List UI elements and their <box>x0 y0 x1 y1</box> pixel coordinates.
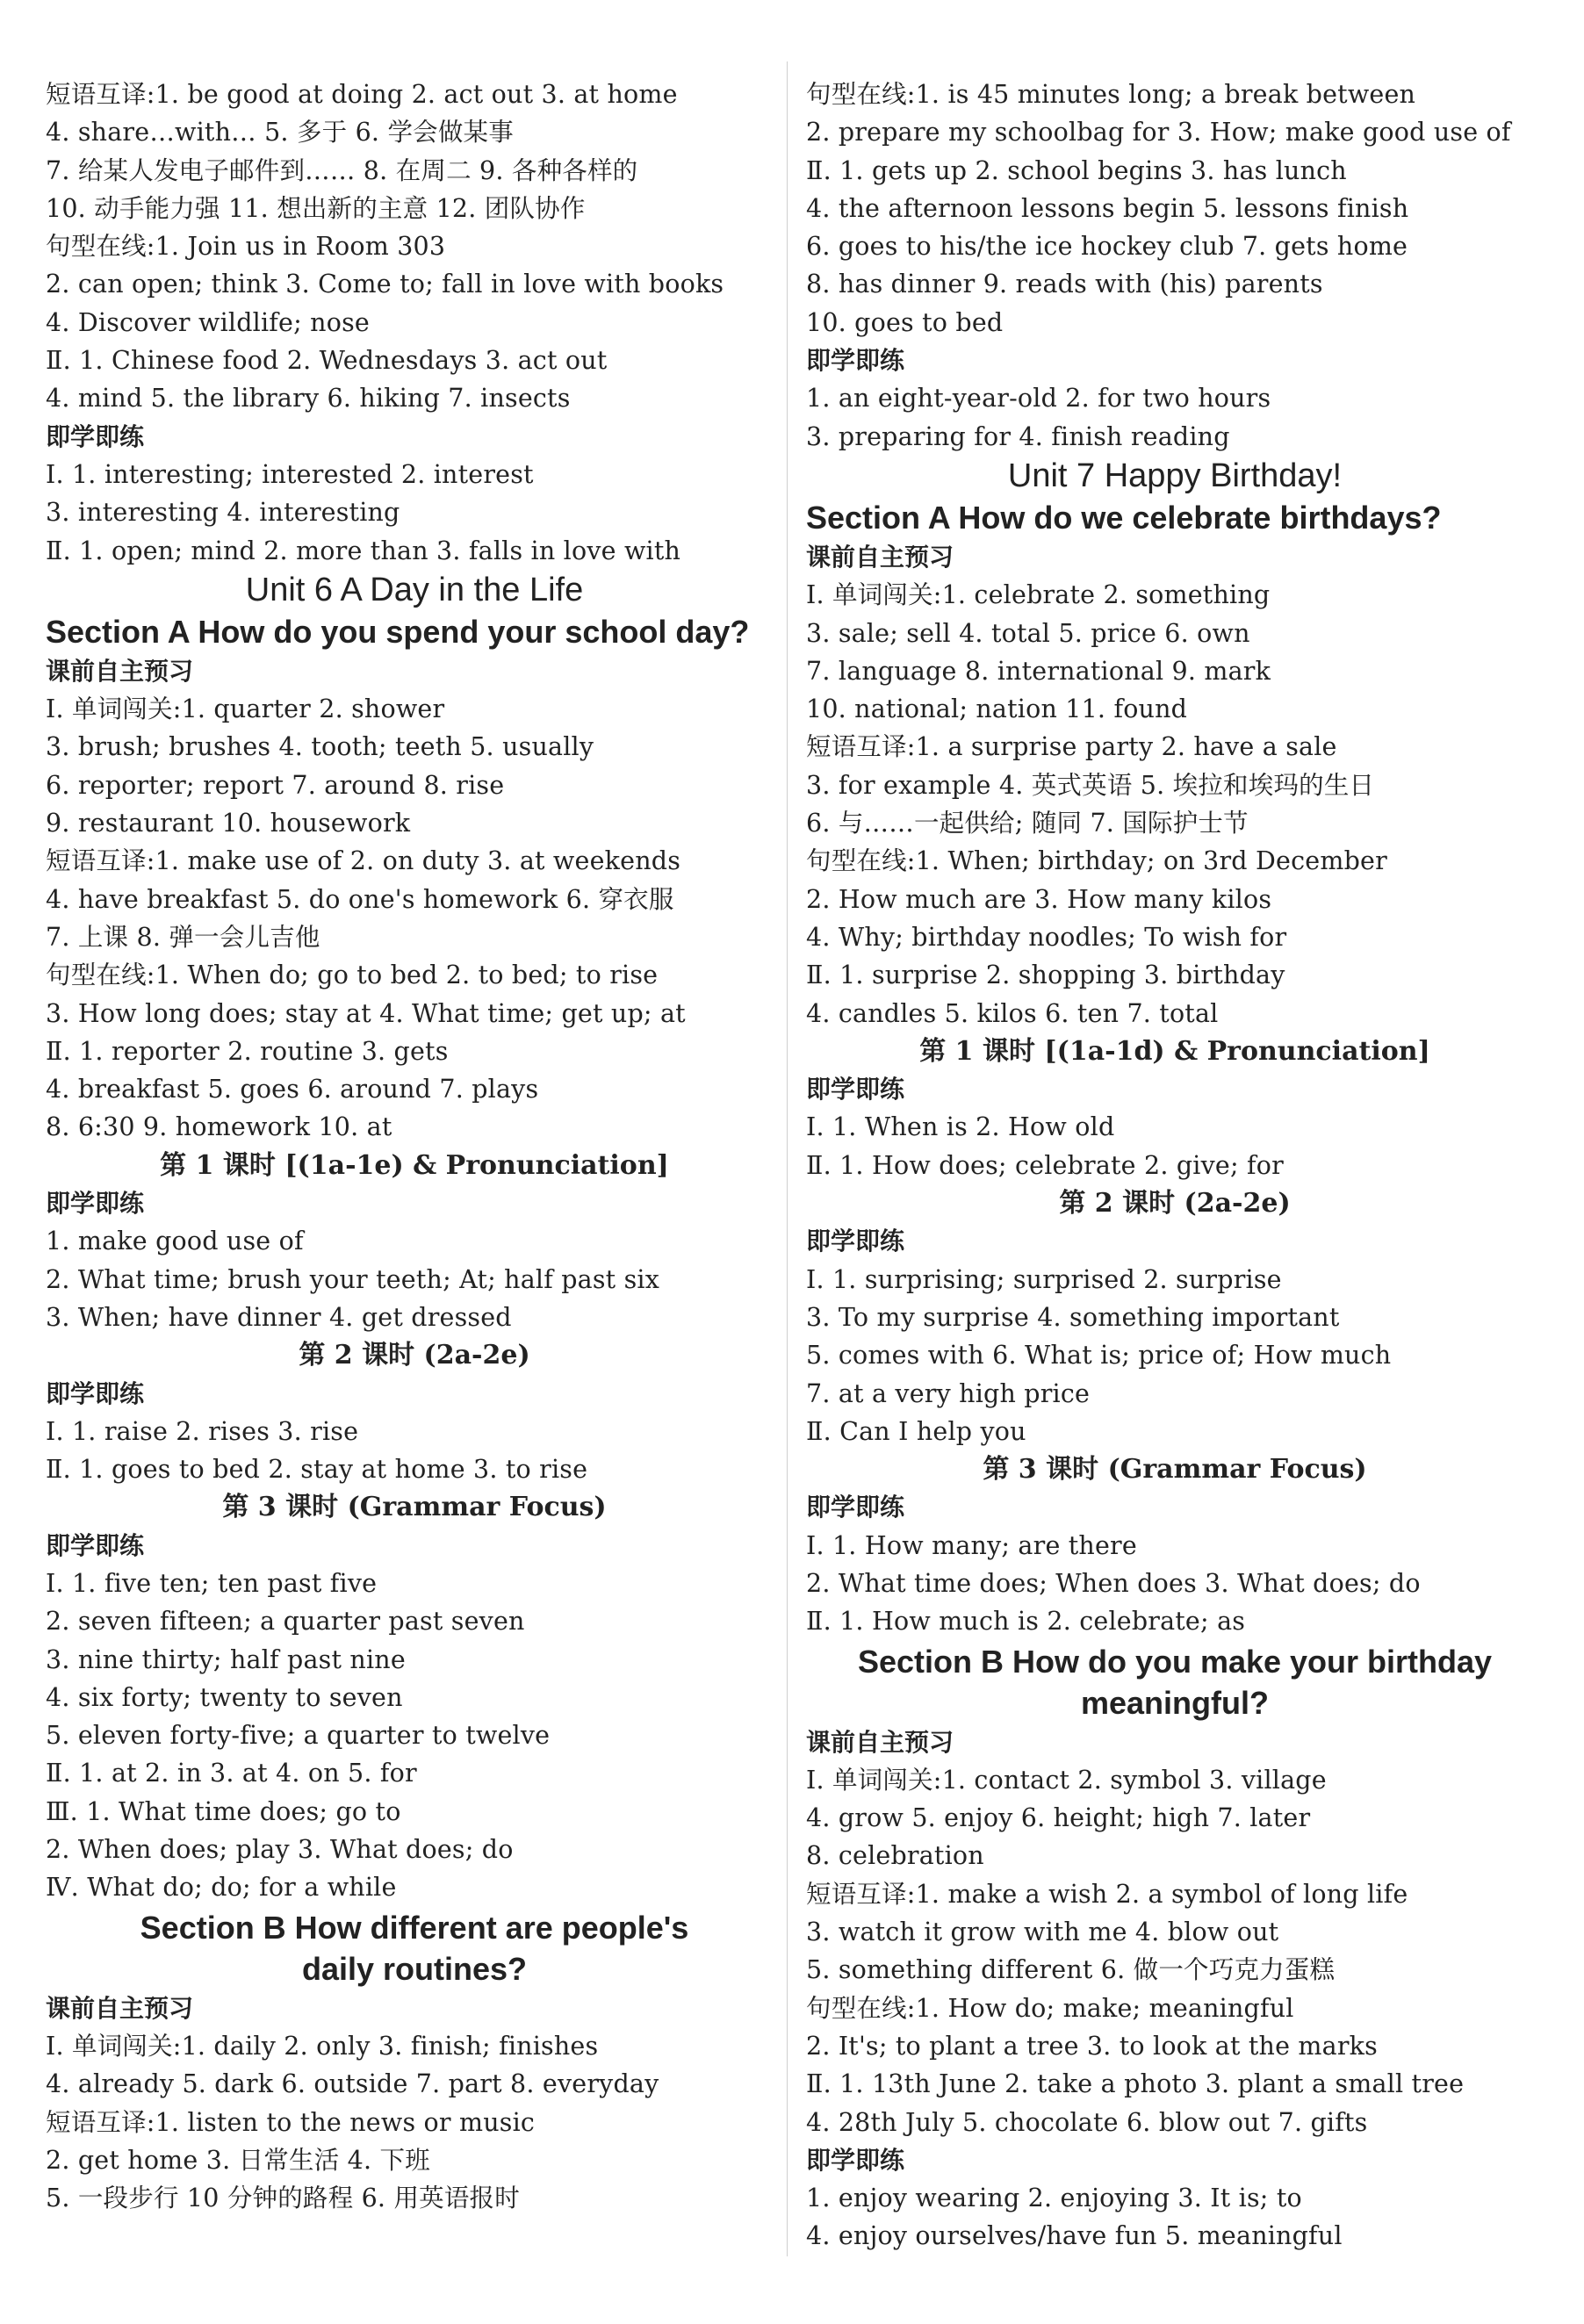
subsection-heading: 即学即练 <box>46 1530 145 1560</box>
answer-line: 7. language 8. international 9. mark <box>806 656 1271 686</box>
answer-line: 6. goes to his/the ice hockey club 7. gets home <box>806 232 1408 262</box>
answer-line: 10. 动手能力强 11. 想出新的主意 12. 团队协作 <box>46 193 586 223</box>
answer-line: Ⅰ. 单词闯关:1. celebrate 2. something <box>806 580 1271 610</box>
answer-line: Ⅰ. 1. surprising; surprised 2. surprise <box>806 1264 1282 1294</box>
lesson-heading: 第 2 课时 (2a-2e) <box>1059 1188 1291 1220</box>
section-title: Section B How different are people's <box>140 1909 689 1946</box>
answer-line: 6. reporter; report 7. around 8. rise <box>46 770 505 800</box>
answer-line: 7. 给某人发电子邮件到…… 8. 在周二 9. 各种各样的 <box>46 155 638 185</box>
answer-line: 2. prepare my schoolbag for 3. How; make good use of <box>806 118 1511 147</box>
answer-line: 1. an eight-year-old 2. for two hours <box>806 384 1271 414</box>
answer-line: Ⅰ. 1. How many; are there <box>806 1530 1137 1560</box>
answer-line: 2. can open; think 3. Come to; fall in love with books <box>46 270 724 299</box>
answer-line: 短语互译:1. make use of 2. on duty 3. at weekends <box>46 846 681 876</box>
answer-line: 句型在线:1. How do; make; meaningful <box>806 1993 1294 2023</box>
answer-line: 4. Why; birthday noodles; To wish for <box>806 922 1287 952</box>
answer-line: 2. It's; to plant a tree 3. to look at the marks <box>806 2031 1378 2061</box>
answer-line: 5. comes with 6. What is; price of; How much <box>806 1341 1392 1371</box>
subsection-heading: 即学即练 <box>806 1075 905 1104</box>
section-title: Section B How do you make your birthday <box>857 1643 1493 1680</box>
subsection-heading: 即学即练 <box>806 1493 905 1522</box>
answer-line: 4. the afternoon lessons begin 5. lessons finish <box>806 193 1409 223</box>
answer-line: Ⅱ. 1. surprise 2. shopping 3. birthday <box>806 961 1285 990</box>
answer-line: Ⅱ. Can I help you <box>806 1416 1026 1446</box>
answer-line: Ⅰ. 单词闯关:1. contact 2. symbol 3. village <box>806 1765 1327 1795</box>
answer-line: Ⅱ. 1. Chinese food 2. Wednesdays 3. act out <box>46 346 608 376</box>
answer-line: Ⅰ. 1. interesting; interested 2. interest <box>46 459 534 489</box>
answer-line: 短语互译:1. be good at doing 2. act out 3. at home <box>46 80 678 109</box>
subsection-heading: 即学即练 <box>46 421 145 451</box>
answer-line: 8. has dinner 9. reads with (his) parents <box>806 270 1323 299</box>
section-title: Section A How do we celebrate birthdays? <box>806 499 1442 536</box>
subsection-heading: 课前自主预习 <box>806 1727 954 1757</box>
answer-line: 8. 6:30 9. homework 10. at <box>46 1112 392 1142</box>
subsection-heading: 即学即练 <box>806 2145 905 2175</box>
unit-title: Unit 6 A Day in the Life <box>245 571 584 608</box>
answer-line: 4. share…with… 5. 多于 6. 学会做某事 <box>46 118 514 147</box>
answer-line: Ⅰ. 1. five ten; ten past five <box>46 1568 378 1598</box>
answer-line: 短语互译:1. listen to the news or music <box>46 2107 536 2137</box>
answer-line: 4. breakfast 5. goes 6. around 7. plays <box>46 1075 539 1104</box>
answer-line: 4. enjoy ourselves/have fun 5. meaningful <box>806 2221 1343 2251</box>
answer-line: 5. something different 6. 做一个巧克力蛋糕 <box>806 1955 1336 1985</box>
answer-line: Ⅱ. 1. 13th June 2. take a photo 3. plant a small tree <box>806 2069 1465 2099</box>
answer-line: Ⅰ. 单词闯关:1. quarter 2. shower <box>46 694 445 724</box>
answer-line: 4. already 5. dark 6. outside 7. part 8. everyday <box>46 2069 659 2099</box>
answer-line: Ⅱ. 1. open; mind 2. more than 3. falls in love with <box>46 536 681 565</box>
answer-line: 7. at a very high price <box>806 1378 1091 1408</box>
answer-line: 句型在线:1. is 45 minutes long; a break between <box>806 80 1416 109</box>
answer-line: 8. celebration <box>806 1841 984 1871</box>
subsection-heading: 即学即练 <box>46 1378 145 1408</box>
answer-line: 4. grow 5. enjoy 6. height; high 7. later <box>806 1803 1311 1833</box>
section-title: daily routines? <box>301 1950 528 1987</box>
answer-line: 5. eleven forty-five; a quarter to twelve <box>46 1721 551 1751</box>
answer-line: 句型在线:1. When; birthday; on 3rd December <box>806 846 1387 876</box>
answer-line: Ⅲ. 1. What time does; go to <box>46 1796 401 1826</box>
answer-line: Ⅱ. 1. How does; celebrate 2. give; for <box>806 1150 1284 1180</box>
answer-line: 3. When; have dinner 4. get dressed <box>46 1302 512 1332</box>
right-column <box>806 76 1544 2256</box>
answer-line: 9. restaurant 10. housework <box>46 809 411 838</box>
answer-line: 5. 一段步行 10 分钟的路程 6. 用英语报时 <box>46 2184 520 2213</box>
lesson-heading: 第 2 课时 (2a-2e) <box>299 1340 530 1371</box>
answer-line: 2. What time; brush your teeth; At; half past six <box>46 1264 659 1294</box>
unit-title: Unit 7 Happy Birthday! <box>1007 457 1343 494</box>
answer-line: 3. brush; brushes 4. tooth; teeth 5. usually <box>46 732 594 762</box>
answer-line: 4. candles 5. kilos 6. ten 7. total <box>806 998 1219 1028</box>
lesson-heading: 第 3 课时 (Grammar Focus) <box>222 1492 607 1523</box>
answer-line: Ⅱ. 1. goes to bed 2. stay at home 3. to rise <box>46 1455 588 1485</box>
lesson-heading: 第 3 课时 (Grammar Focus) <box>983 1454 1367 1486</box>
lesson-heading: 第 1 课时 [(1a-1d) & Pronunciation] <box>919 1035 1430 1067</box>
answer-line: Ⅱ. 1. reporter 2. routine 3. gets <box>46 1036 449 1066</box>
answer-line: 4. mind 5. the library 6. hiking 7. insects <box>46 384 571 414</box>
answer-line: 3. To my surprise 4. something important <box>806 1302 1340 1332</box>
answer-line: 3. sale; sell 4. total 5. price 6. own <box>806 618 1250 648</box>
section-title: meaningful? <box>1081 1684 1269 1721</box>
subsection-heading: 课前自主预习 <box>46 656 194 686</box>
subsection-heading: 即学即练 <box>806 346 905 376</box>
answer-line: 2. How much are 3. How many kilos <box>806 884 1272 914</box>
answer-line: 3. watch it grow with me 4. blow out <box>806 1917 1279 1947</box>
answer-line: 2. get home 3. 日常生活 4. 下班 <box>46 2145 430 2175</box>
answer-line: 7. 上课 8. 弹一会儿吉他 <box>46 922 320 952</box>
answer-line: 2. When does; play 3. What does; do <box>46 1835 514 1865</box>
answer-line: 短语互译:1. make a wish 2. a symbol of long life <box>806 1879 1408 1909</box>
answer-line: 10. national; nation 11. found <box>806 694 1188 724</box>
answer-line: 短语互译:1. a surprise party 2. have a sale <box>806 732 1337 762</box>
answer-line: Ⅰ. 1. raise 2. rises 3. rise <box>46 1416 359 1446</box>
answer-line: 4. Discover wildlife; nose <box>46 307 370 337</box>
answer-line: 4. have breakfast 5. do one's homework 6. 穿衣服 <box>46 884 674 914</box>
subsection-heading: 课前自主预习 <box>806 542 954 572</box>
answer-line: 1. make good use of <box>46 1227 304 1256</box>
left-column <box>46 76 783 2217</box>
answer-line: 6. 与……一起供给; 随同 7. 国际护士节 <box>806 809 1249 838</box>
column-divider <box>787 61 788 2256</box>
answer-line: Ⅱ. 1. gets up 2. school begins 3. has lunch <box>806 155 1347 185</box>
answer-line: 10. goes to bed <box>806 307 1004 337</box>
answer-line: 3. How long does; stay at 4. What time; get up; at <box>46 998 686 1028</box>
answer-line: 4. six forty; twenty to seven <box>46 1682 403 1712</box>
answer-line: Ⅰ. 单词闯关:1. daily 2. only 3. finish; finishes <box>46 2031 599 2061</box>
answer-line: 句型在线:1. When do; go to bed 2. to bed; to rise <box>46 961 659 990</box>
answer-line: Ⅱ. 1. How much is 2. celebrate; as <box>806 1607 1246 1637</box>
subsection-heading: 课前自主预习 <box>46 1993 194 2023</box>
answer-line: 3. interesting 4. interesting <box>46 498 400 528</box>
answer-line: Ⅳ. What do; do; for a while <box>46 1873 397 1903</box>
answer-line: 1. enjoy wearing 2. enjoying 3. It is; to <box>806 2184 1302 2213</box>
answer-line: 句型在线:1. Join us in Room 303 <box>46 232 446 262</box>
answer-line: 2. What time does; When does 3. What does; do <box>806 1568 1421 1598</box>
answer-line: 4. 28th July 5. chocolate 6. blow out 7. gifts <box>806 2107 1368 2137</box>
answer-line: 3. nine thirty; half past nine <box>46 1644 406 1674</box>
subsection-heading: 即学即练 <box>46 1189 145 1219</box>
lesson-heading: 第 1 课时 [(1a-1e) & Pronunciation] <box>160 1149 669 1181</box>
section-title: Section A How do you spend your school day? <box>46 613 750 650</box>
answer-line: Ⅰ. 1. When is 2. How old <box>806 1112 1115 1142</box>
answer-line: 3. preparing for 4. finish reading <box>806 421 1230 451</box>
answer-line: 3. for example 4. 英式英语 5. 埃拉和埃玛的生日 <box>806 770 1375 800</box>
answer-line: Ⅱ. 1. at 2. in 3. at 4. on 5. for <box>46 1759 417 1788</box>
subsection-heading: 即学即练 <box>806 1227 905 1256</box>
answer-line: 2. seven fifteen; a quarter past seven <box>46 1607 525 1637</box>
